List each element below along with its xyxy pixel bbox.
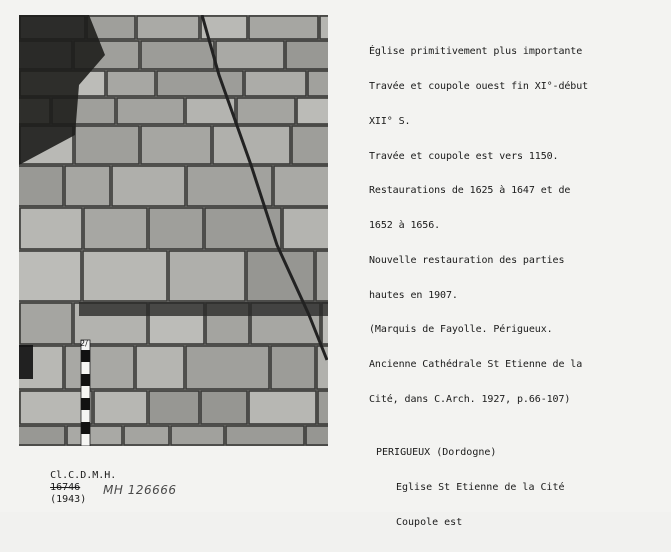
scale-rod	[80, 339, 90, 446]
notes-line: Ancienne Cathédrale St Etienne de la	[369, 359, 583, 371]
masonry-stone	[186, 346, 269, 389]
masonry-stone	[274, 166, 328, 206]
masonry-stone	[136, 346, 184, 389]
notes-line: hautes en 1907.	[369, 289, 458, 301]
masonry-stone	[75, 126, 139, 164]
notes-line: Restaurations de 1625 à 1647 et de	[369, 185, 571, 197]
masonry-stone	[318, 391, 328, 424]
masonry-stone	[65, 346, 134, 389]
caption-subject: Coupole est	[396, 516, 463, 528]
masonry-stone	[292, 126, 328, 164]
masonry-stone	[141, 41, 214, 69]
masonry-stone	[83, 251, 167, 301]
masonry-stone	[149, 391, 199, 424]
caption-place: PERIGUEUX (Dordogne)	[376, 447, 497, 459]
masonry-stone	[205, 208, 281, 249]
masonry-stone	[117, 98, 184, 124]
masonry-stone	[67, 426, 122, 445]
masonry-stone	[107, 71, 155, 96]
masonry-stone	[137, 16, 199, 39]
reference-year: (1943)	[50, 494, 87, 505]
masonry-stone	[65, 166, 110, 206]
masonry-stone	[271, 346, 315, 389]
masonry-stone	[20, 303, 72, 344]
wall-photograph	[19, 15, 328, 446]
masonry-stone	[226, 426, 304, 445]
masonry-stone	[249, 16, 318, 39]
masonry-stone	[19, 166, 63, 206]
masonry-stone	[84, 208, 147, 249]
masonry-stone	[306, 426, 328, 445]
masonry-stone	[94, 391, 147, 424]
masonry-stone	[216, 41, 284, 69]
masonry-stone	[320, 16, 328, 39]
photo-drawing	[19, 15, 328, 446]
notes-line: XII° S.	[369, 115, 411, 127]
notes-line: Nouvelle restauration des parties	[369, 254, 565, 266]
masonry-stone	[112, 166, 185, 206]
masonry-stone	[308, 71, 328, 96]
masonry-stone	[245, 71, 306, 96]
masonry-stone	[169, 251, 245, 301]
masonry-stone	[213, 126, 290, 164]
masonry-stone	[297, 98, 328, 124]
masonry-stone	[237, 98, 295, 124]
masonry-stone	[19, 426, 65, 445]
masonry-stone	[141, 126, 211, 164]
notes-line: 1652 à 1656.	[369, 220, 441, 232]
masonry-stone	[149, 208, 203, 249]
historical-notes	[369, 23, 664, 429]
notes-line: Cité, dans C.Arch. 1927, p.66-107)	[369, 394, 571, 405]
masonry-stone	[20, 208, 82, 249]
handwritten-inventory-code: MH 126666	[103, 483, 177, 497]
notes-line: Église primitivement plus importante	[369, 46, 583, 58]
masonry-stone	[283, 208, 328, 249]
masonry-stone	[247, 251, 314, 301]
reference-prefix: Cl.C.D.M.H.	[50, 470, 117, 481]
photo-caption	[376, 424, 565, 552]
notes-line: Travée et coupole ouest fin XI°-début	[369, 80, 589, 92]
reference-struck-number: 16746	[50, 482, 81, 493]
masonry-stone	[286, 41, 328, 69]
masonry-stone	[316, 251, 328, 301]
masonry-stone	[249, 391, 316, 424]
scale-rod-label: 2/	[80, 339, 88, 348]
notes-line: Travée et coupole est vers 1150.	[369, 150, 559, 162]
masonry-stone	[124, 426, 169, 445]
masonry-stone	[171, 426, 224, 445]
caption-building: Eglise St Etienne de la Cité	[396, 481, 565, 493]
masonry-stone	[19, 251, 81, 301]
masonry-stone	[201, 391, 247, 424]
masonry-stone	[157, 71, 243, 96]
notes-line: (Marquis de Fayolle. Périgueux.	[369, 324, 553, 336]
